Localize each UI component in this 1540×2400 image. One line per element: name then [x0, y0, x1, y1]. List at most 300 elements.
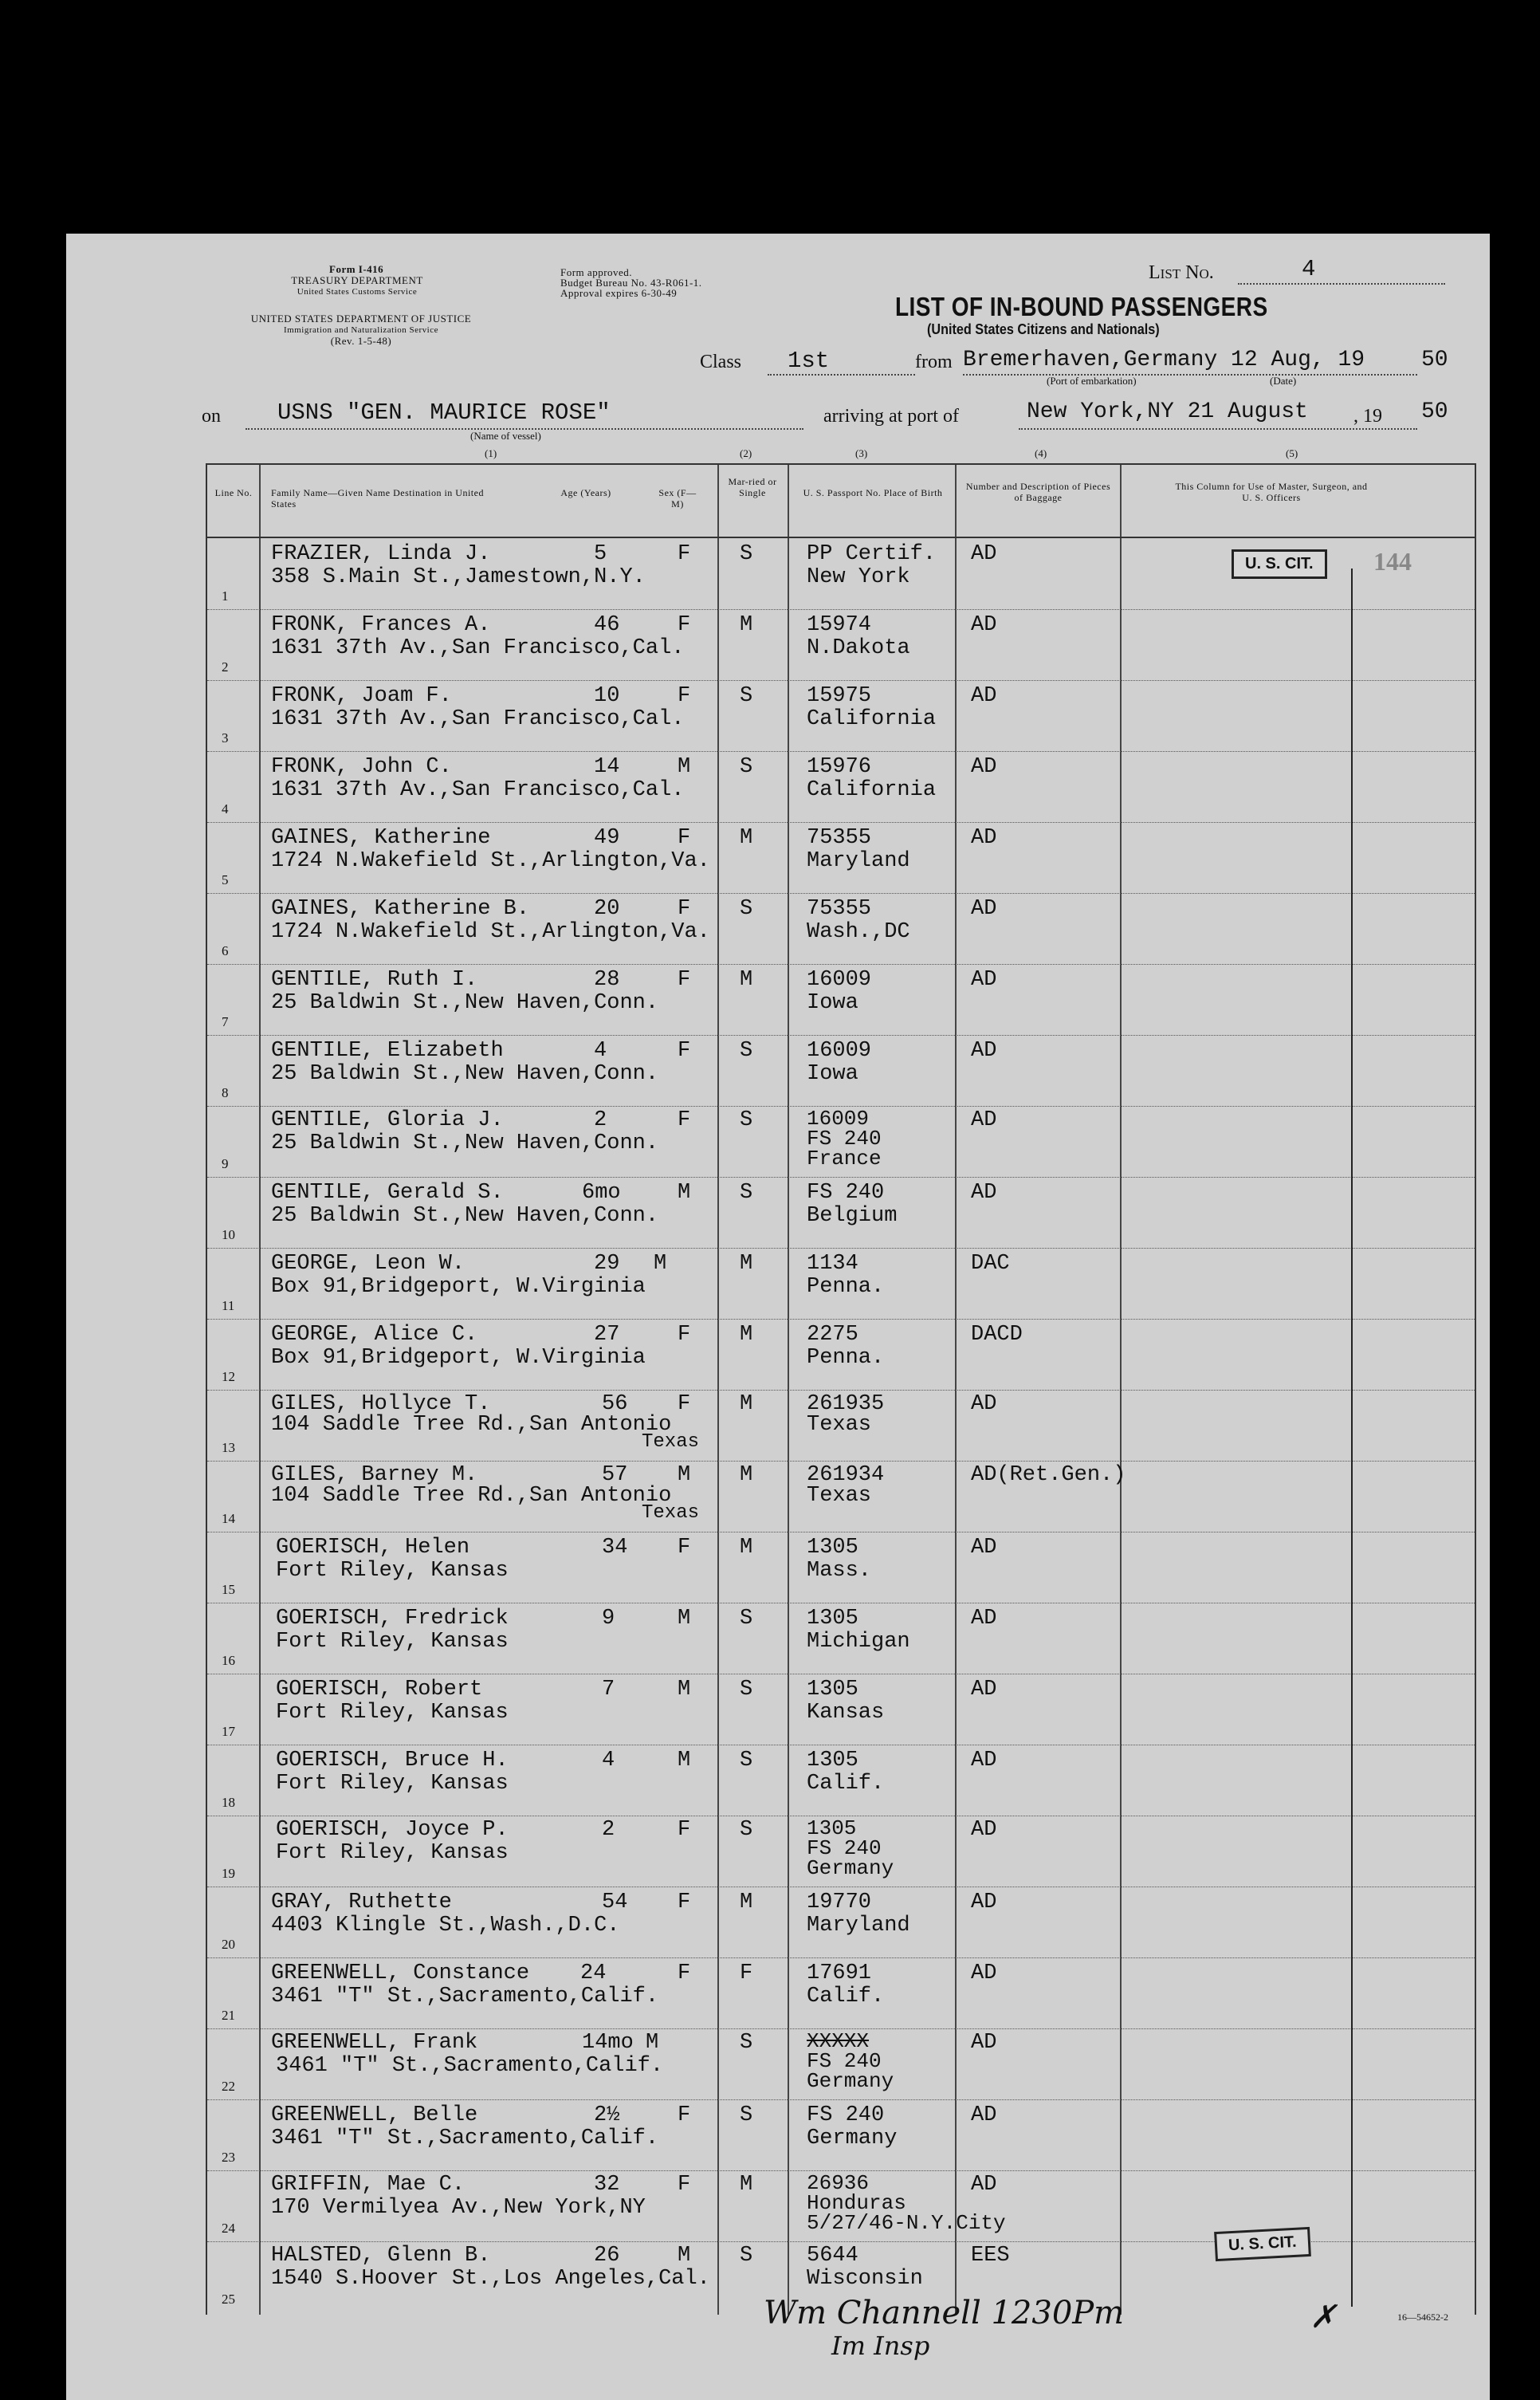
passenger-sex: F [678, 1108, 691, 1132]
place-of-birth: Texas [807, 1484, 872, 1508]
passport-no: 16009 [807, 1107, 870, 1131]
destination: 1540 S.Hoover St.,Los Angeles,Cal. [271, 2267, 710, 2291]
passport-no: 16009 [807, 1039, 872, 1063]
destination: 4403 Klingle St.,Wash.,D.C. [271, 1914, 620, 1938]
line-number: 16 [222, 1653, 235, 1668]
marital-status: M [740, 1536, 753, 1560]
line-number: 5 [222, 872, 229, 887]
embarkation-caption: (Port of embarkation) [1047, 375, 1137, 387]
passenger-sex: F [678, 1039, 691, 1063]
customs-service: United States Customs Service [297, 287, 418, 297]
destination: 1631 37th Av.,San Francisco,Cal. [271, 707, 685, 731]
table-row [207, 1887, 1475, 1958]
passenger-age: 4 [594, 1039, 607, 1063]
baggage: AD [971, 684, 997, 708]
line-number: 7 [222, 1014, 229, 1029]
passenger-sex: F [678, 826, 691, 850]
place-of-birth-2: Germany [807, 2069, 894, 2093]
passenger-age: 10 [594, 684, 620, 708]
line-number: 25 [222, 2292, 235, 2307]
place-of-birth: Michigan [807, 1630, 910, 1654]
destination: 104 Saddle Tree Rd.,San Antonio [271, 1413, 672, 1437]
table-row [207, 751, 1475, 823]
table-row [207, 1248, 1475, 1320]
destination: 1724 N.Wakefield St.,Arlington,Va. [271, 849, 710, 873]
place-of-birth: Calif. [807, 1985, 885, 2009]
line-number: 22 [222, 2079, 235, 2094]
marital-status: S [740, 2031, 753, 2055]
baggage: AD [971, 2103, 997, 2127]
approval-expires: Approval expires 6-30-49 [560, 287, 678, 299]
passenger-sex: M [654, 1252, 667, 1276]
line-number: 17 [222, 1724, 235, 1739]
baggage: AD [971, 1607, 997, 1631]
destination: 170 Vermilyea Av.,New York,NY [271, 2196, 646, 2220]
line-number: 19 [222, 1866, 235, 1881]
list-no-label: List No. [1149, 262, 1214, 283]
destination: 25 Baldwin St.,New Haven,Conn. [271, 1062, 659, 1086]
place-of-birth: FS 240 [807, 1127, 882, 1151]
destination: Fort Riley, Kansas [276, 1772, 509, 1796]
baggage: EES [971, 2244, 1010, 2268]
class-label: Class [700, 352, 742, 372]
arrival-value: New York,NY 21 August [1027, 399, 1308, 424]
marital-status: S [740, 2103, 753, 2127]
col-num-5: (5) [1286, 447, 1298, 459]
col-header-sex: Sex (F—M) [658, 487, 697, 510]
passenger-sex: F [678, 2103, 691, 2127]
marital-status: S [740, 755, 753, 779]
class-value: 1st [788, 348, 830, 374]
passenger-age: 4 [602, 1749, 615, 1772]
passenger-age: 29 [594, 1252, 620, 1276]
passenger-name: GILES, Hollyce T. [271, 1392, 491, 1416]
passenger-sex: M [678, 1181, 691, 1205]
place-of-birth: FS 240 [807, 2049, 882, 2073]
from-value: Bremerhaven,Germany 12 Aug, 19 [963, 348, 1365, 372]
form-number: Form I-416 [329, 263, 384, 275]
baggage: AD [971, 2031, 997, 2055]
col-header-officers: This Column for Use of Master, Surgeon, and U. S. Officers [1175, 481, 1368, 503]
passenger-age: 34 [602, 1536, 628, 1560]
passenger-age: 7 [602, 1678, 615, 1702]
passenger-age: 2 [602, 1818, 615, 1842]
marital-status: S [740, 1678, 753, 1702]
place-of-birth: Maryland [807, 849, 910, 873]
line-number: 21 [222, 2008, 235, 2023]
line-number: 4 [222, 801, 229, 816]
marital-status: S [740, 1039, 753, 1063]
passenger-age: 57 [602, 1463, 628, 1487]
table-row [207, 893, 1475, 965]
marital-status: M [740, 826, 753, 850]
passport-no: 1305 [807, 1536, 858, 1560]
check-line [1351, 569, 1353, 2307]
marital-status: F [740, 1961, 753, 1985]
vessel-name: USNS "GEN. MAURICE ROSE" [277, 399, 611, 426]
passenger-name: FRONK, Joam F. [271, 684, 452, 708]
passenger-sex: F [678, 613, 691, 637]
place-of-birth: Mass. [807, 1559, 872, 1583]
baggage: AD [971, 1749, 997, 1772]
baggage: AD [971, 1039, 997, 1063]
passenger-name: GREENWELL, Constance [271, 1961, 530, 1985]
justice-department: UNITED STATES DEPARTMENT OF JUSTICE [250, 313, 472, 325]
passenger-age: 46 [594, 613, 620, 637]
passport-no: 1305 [807, 1607, 858, 1631]
destination: 3461 "T" St.,Sacramento,Calif. [271, 1985, 659, 2009]
passenger-name: GILES, Barney M. [271, 1463, 478, 1487]
baggage: AD [971, 1536, 997, 1560]
budget-bureau: Budget Bureau No. 43-R061-1. [560, 277, 702, 289]
passenger-age: 14 [594, 755, 620, 779]
col-num-2: (2) [740, 447, 752, 459]
table-row [207, 1603, 1475, 1674]
passport-no: 2275 [807, 1323, 858, 1347]
passenger-age: 24 [580, 1961, 607, 1985]
passenger-sex: F [678, 1890, 691, 1914]
destination: Fort Riley, Kansas [276, 1701, 509, 1725]
col-header-baggage: Number and Description of Pieces of Baggage [965, 481, 1111, 503]
baggage: AD [971, 1392, 997, 1416]
line-number: 11 [222, 1298, 235, 1313]
passenger-name: GOERISCH, Joyce P. [276, 1818, 509, 1842]
marital-status: M [740, 1323, 753, 1347]
passport-no: 75355 [807, 897, 872, 921]
passenger-name: GAINES, Katherine B. [271, 897, 530, 921]
place-of-birth: Texas [807, 1413, 872, 1437]
passenger-age: 54 [602, 1890, 628, 1914]
passenger-age: 56 [602, 1392, 628, 1416]
from-line [963, 374, 1417, 376]
date-caption: (Date) [1270, 375, 1297, 387]
passport-no: 261935 [807, 1392, 885, 1416]
from-year: 50 [1421, 348, 1448, 372]
line-number: 10 [222, 1227, 235, 1242]
baggage: AD(Ret.Gen.) [971, 1463, 1126, 1487]
passenger-sex: F [678, 1818, 691, 1842]
passenger-name: FRONK, John C. [271, 755, 452, 779]
passport-no: 15975 [807, 684, 872, 708]
passenger-name: GREENWELL, Belle [271, 2103, 478, 2127]
destination: 1631 37th Av.,San Francisco,Cal. [271, 636, 685, 660]
destination: Fort Riley, Kansas [276, 1559, 509, 1583]
marital-status: M [740, 1463, 753, 1487]
baggage: AD [971, 1818, 997, 1842]
baggage: AD [971, 1108, 997, 1132]
passenger-sex: F [678, 1961, 691, 1985]
marital-status: S [740, 542, 753, 566]
passport-no: PP Certif. [807, 542, 937, 566]
line-number: 18 [222, 1795, 235, 1810]
table-row [207, 1816, 1475, 1887]
place-of-birth: Iowa [807, 1062, 858, 1086]
place-of-birth: N.Dakota [807, 636, 910, 660]
passport-no: 1305 [807, 1678, 858, 1702]
destination: 358 S.Main St.,Jamestown,N.Y. [271, 565, 646, 589]
place-of-birth: Penna. [807, 1275, 885, 1299]
passenger-age: 9 [602, 1607, 615, 1631]
line-number: 13 [222, 1440, 235, 1455]
destination: Box 91,Bridgeport, W.Virginia [271, 1275, 646, 1299]
table-row [207, 1106, 1475, 1178]
place-of-birth: California [807, 707, 937, 731]
table-row [207, 1177, 1475, 1249]
destination: Box 91,Bridgeport, W.Virginia [271, 1346, 646, 1370]
passenger-sex: F [678, 1392, 691, 1416]
marital-status: M [740, 1890, 753, 1914]
passenger-age: 2 [594, 1108, 607, 1132]
place-of-birth: Wash.,DC [807, 920, 910, 944]
baggage: AD [971, 1961, 997, 1985]
line-number: 12 [222, 1369, 235, 1384]
col-num-4: (4) [1035, 447, 1047, 459]
passenger-name: GENTILE, Ruth I. [271, 968, 478, 992]
passenger-age: 49 [594, 826, 620, 850]
destination: 3461 "T" St.,Sacramento,Calif. [271, 2127, 659, 2150]
table-row [207, 2099, 1475, 2171]
passport-no: 5644 [807, 2244, 858, 2268]
marital-status: M [740, 968, 753, 992]
passenger-name: FRAZIER, Linda J. [271, 542, 491, 566]
passenger-sex: F [678, 684, 691, 708]
passport-no: 16009 [807, 968, 872, 992]
baggage: AD [971, 755, 997, 779]
passport-no: 26936 [807, 2171, 870, 2195]
marital-status: S [740, 2244, 753, 2268]
ins-service: Immigration and Naturalization Service [283, 325, 439, 335]
passenger-sex: M [678, 2244, 691, 2268]
passenger-name: GRIFFIN, Mae C. [271, 2173, 466, 2197]
inspector-signature: Wm Channell 1230Pm [764, 2295, 1125, 2331]
passport-no: 75355 [807, 826, 872, 850]
destination-2: Texas [642, 1502, 700, 1524]
destination: 25 Baldwin St.,New Haven,Conn. [271, 1204, 659, 1228]
passenger-sex: F [678, 968, 691, 992]
passenger-sex: M [678, 1607, 691, 1631]
us-citizen-stamp: U. S. CIT. [1214, 2227, 1310, 2261]
table-row [207, 1390, 1475, 1462]
list-no-value: 4 [1302, 256, 1316, 282]
table-row [207, 1035, 1475, 1107]
baggage: AD [971, 1181, 997, 1205]
passport-no: FS 240 [807, 1181, 885, 1205]
line-number: 3 [222, 730, 229, 746]
place-of-birth: Belgium [807, 1204, 898, 1228]
passport-no: 1305 [807, 1816, 857, 1840]
marital-status: M [740, 613, 753, 637]
vessel-caption: (Name of vessel) [470, 430, 541, 442]
passenger-name: GAINES, Katherine [271, 826, 491, 850]
line-number: 9 [222, 1156, 229, 1171]
passenger-name: GENTILE, Elizabeth [271, 1039, 504, 1063]
table-row [207, 1461, 1475, 1532]
from-label: from [915, 352, 953, 372]
table-row [207, 1319, 1475, 1391]
marital-status: M [740, 1252, 753, 1276]
passenger-name: GOERISCH, Helen [276, 1536, 470, 1560]
passenger-table [206, 463, 1476, 2315]
line-number: 6 [222, 943, 229, 958]
passenger-name: GEORGE, Alice C. [271, 1323, 478, 1347]
marital-status: S [740, 1607, 753, 1631]
passport-no: XXXXX [807, 2029, 870, 2053]
table-row [207, 822, 1475, 894]
passenger-age: 26 [594, 2244, 620, 2268]
marital-status: M [740, 2173, 753, 2197]
place-of-birth: Penna. [807, 1346, 885, 1370]
passenger-age: 6mo [582, 1181, 621, 1205]
handwritten-number: 144 [1373, 547, 1412, 576]
line-number: 23 [222, 2150, 235, 2165]
passenger-sex: M [678, 1749, 691, 1772]
passenger-sex: M [678, 755, 691, 779]
marital-status: S [740, 897, 753, 921]
destination: 25 Baldwin St.,New Haven,Conn. [271, 1131, 659, 1155]
baggage: DACD [971, 1323, 1023, 1347]
passenger-age: 20 [594, 897, 620, 921]
place-of-birth: Kansas [807, 1701, 885, 1725]
passenger-sex: F [678, 1323, 691, 1347]
passenger-name: GRAY, Ruthette [271, 1890, 452, 1914]
marital-status: S [740, 1181, 753, 1205]
destination: 25 Baldwin St.,New Haven,Conn. [271, 991, 659, 1015]
destination: Fort Riley, Kansas [276, 1841, 509, 1865]
place-of-birth: Maryland [807, 1914, 910, 1938]
passenger-name: GENTILE, Gerald S. [271, 1181, 504, 1205]
passenger-name: HALSTED, Glenn B. [271, 2244, 491, 2268]
baggage: AD [971, 542, 997, 566]
x-mark: ✗ [1310, 2299, 1337, 2335]
passport-no: 19770 [807, 1890, 872, 1914]
baggage: AD [971, 897, 997, 921]
passenger-name: GOERISCH, Fredrick [276, 1607, 509, 1631]
line-number: 15 [222, 1582, 235, 1597]
destination: 1724 N.Wakefield St.,Arlington,Va. [271, 920, 710, 944]
passenger-sex: M [678, 1463, 691, 1487]
passenger-age: 28 [594, 968, 620, 992]
revision: (Rev. 1-5-48) [330, 335, 392, 347]
passenger-name: GOERISCH, Robert [276, 1678, 483, 1702]
passport-no: FS 240 [807, 2103, 885, 2127]
destination-2: Texas [642, 1431, 700, 1453]
marital-status: M [740, 1392, 753, 1416]
place-of-birth: California [807, 778, 937, 802]
place-of-birth: Calif. [807, 1772, 885, 1796]
inspector-title: Im Insp [831, 2331, 930, 2361]
form-code: 16—54652-2 [1397, 2311, 1448, 2323]
baggage: AD [971, 613, 997, 637]
table-row [207, 1957, 1475, 2029]
col-header-married: Mar-ried or Single [728, 476, 777, 498]
col-header-line-no: Line No. [214, 487, 253, 498]
baggage: AD [971, 1678, 997, 1702]
passenger-age: 5 [594, 542, 607, 566]
table-row [207, 2028, 1475, 2100]
passenger-name: GREENWELL, Frank [271, 2031, 478, 2055]
passenger-sex: F [678, 542, 691, 566]
line-number: 14 [222, 1511, 235, 1526]
place-of-birth: Wisconsin [807, 2267, 923, 2291]
passenger-sex: F [678, 1536, 691, 1560]
col-num-3: (3) [855, 447, 868, 459]
line-number: 24 [222, 2221, 235, 2236]
form-approved: Form approved. [560, 266, 633, 278]
passport-no: 1305 [807, 1749, 858, 1772]
baggage: AD [971, 1890, 997, 1914]
arrival-line [1019, 428, 1417, 430]
passenger-age: 32 [594, 2173, 620, 2197]
table-row [207, 1674, 1475, 1745]
passenger-name: GENTILE, Gloria J. [271, 1108, 504, 1132]
passenger-sex: F [678, 897, 691, 921]
place-of-birth: FS 240 [807, 1836, 882, 1860]
destination: Fort Riley, Kansas [276, 1630, 509, 1654]
place-of-birth-2: Germany [807, 1856, 894, 1880]
on-label: on [202, 406, 221, 427]
col-header-name: Family Name—Given Name Destination in United States [271, 487, 484, 510]
passenger-name: FRONK, Frances A. [271, 613, 491, 637]
table-row [207, 609, 1475, 681]
line-number: 1 [222, 588, 229, 604]
page-title: LIST OF IN-BOUND PASSENGERS [895, 292, 1268, 321]
baggage: AD [971, 968, 997, 992]
place-of-birth: Iowa [807, 991, 858, 1015]
class-line [768, 374, 915, 376]
passenger-name: GOERISCH, Bruce H. [276, 1749, 509, 1772]
col-num-1: (1) [485, 447, 497, 459]
destination: 3461 "T" St.,Sacramento,Calif. [276, 2054, 664, 2078]
place-of-birth-2: France [807, 1147, 882, 1170]
us-citizen-stamp: U. S. CIT. [1232, 549, 1327, 579]
passport-no: 17691 [807, 1961, 872, 1985]
col-header-age: Age (Years) [560, 487, 611, 498]
arrival-year: 50 [1421, 399, 1448, 424]
baggage: DAC [971, 1252, 1010, 1276]
passenger-sex: F [678, 2173, 691, 2197]
place-of-birth-2: 5/27/46-N.Y.City [807, 2211, 1006, 2235]
arriving-label: arriving at port of [823, 406, 959, 427]
passenger-sex: M [678, 1678, 691, 1702]
destination: 104 Saddle Tree Rd.,San Antonio [271, 1484, 672, 1508]
passenger-age: 2½ [594, 2103, 620, 2127]
line-number: 8 [222, 1085, 229, 1100]
table-row [207, 680, 1475, 752]
passport-no: 261934 [807, 1463, 885, 1487]
place-of-birth: Germany [807, 2127, 898, 2150]
destination: 1631 37th Av.,San Francisco,Cal. [271, 778, 685, 802]
page-subtitle: (United States Citizens and Nationals) [927, 321, 1160, 337]
passenger-age: 14mo [582, 2031, 634, 2055]
passenger-age: 27 [594, 1323, 620, 1347]
marital-status: S [740, 1108, 753, 1132]
arrival-year-prefix: , 19 [1353, 406, 1382, 427]
treasury-department: TREASURY DEPARTMENT [291, 274, 423, 286]
baggage: AD [971, 826, 997, 850]
col-header-passport: U. S. Passport No. Place of Birth [803, 487, 943, 498]
passport-no: 15976 [807, 755, 872, 779]
passenger-sex: M [646, 2031, 659, 2055]
baggage: AD [971, 2173, 997, 2197]
marital-status: S [740, 684, 753, 708]
line-number: 2 [222, 659, 229, 675]
marital-status: S [740, 1818, 753, 1842]
passenger-name: GEORGE, Leon W. [271, 1252, 466, 1276]
marital-status: S [740, 1749, 753, 1772]
passport-no: 15974 [807, 613, 872, 637]
place-of-birth: New York [807, 565, 910, 589]
place-of-birth: Honduras [807, 2191, 906, 2215]
